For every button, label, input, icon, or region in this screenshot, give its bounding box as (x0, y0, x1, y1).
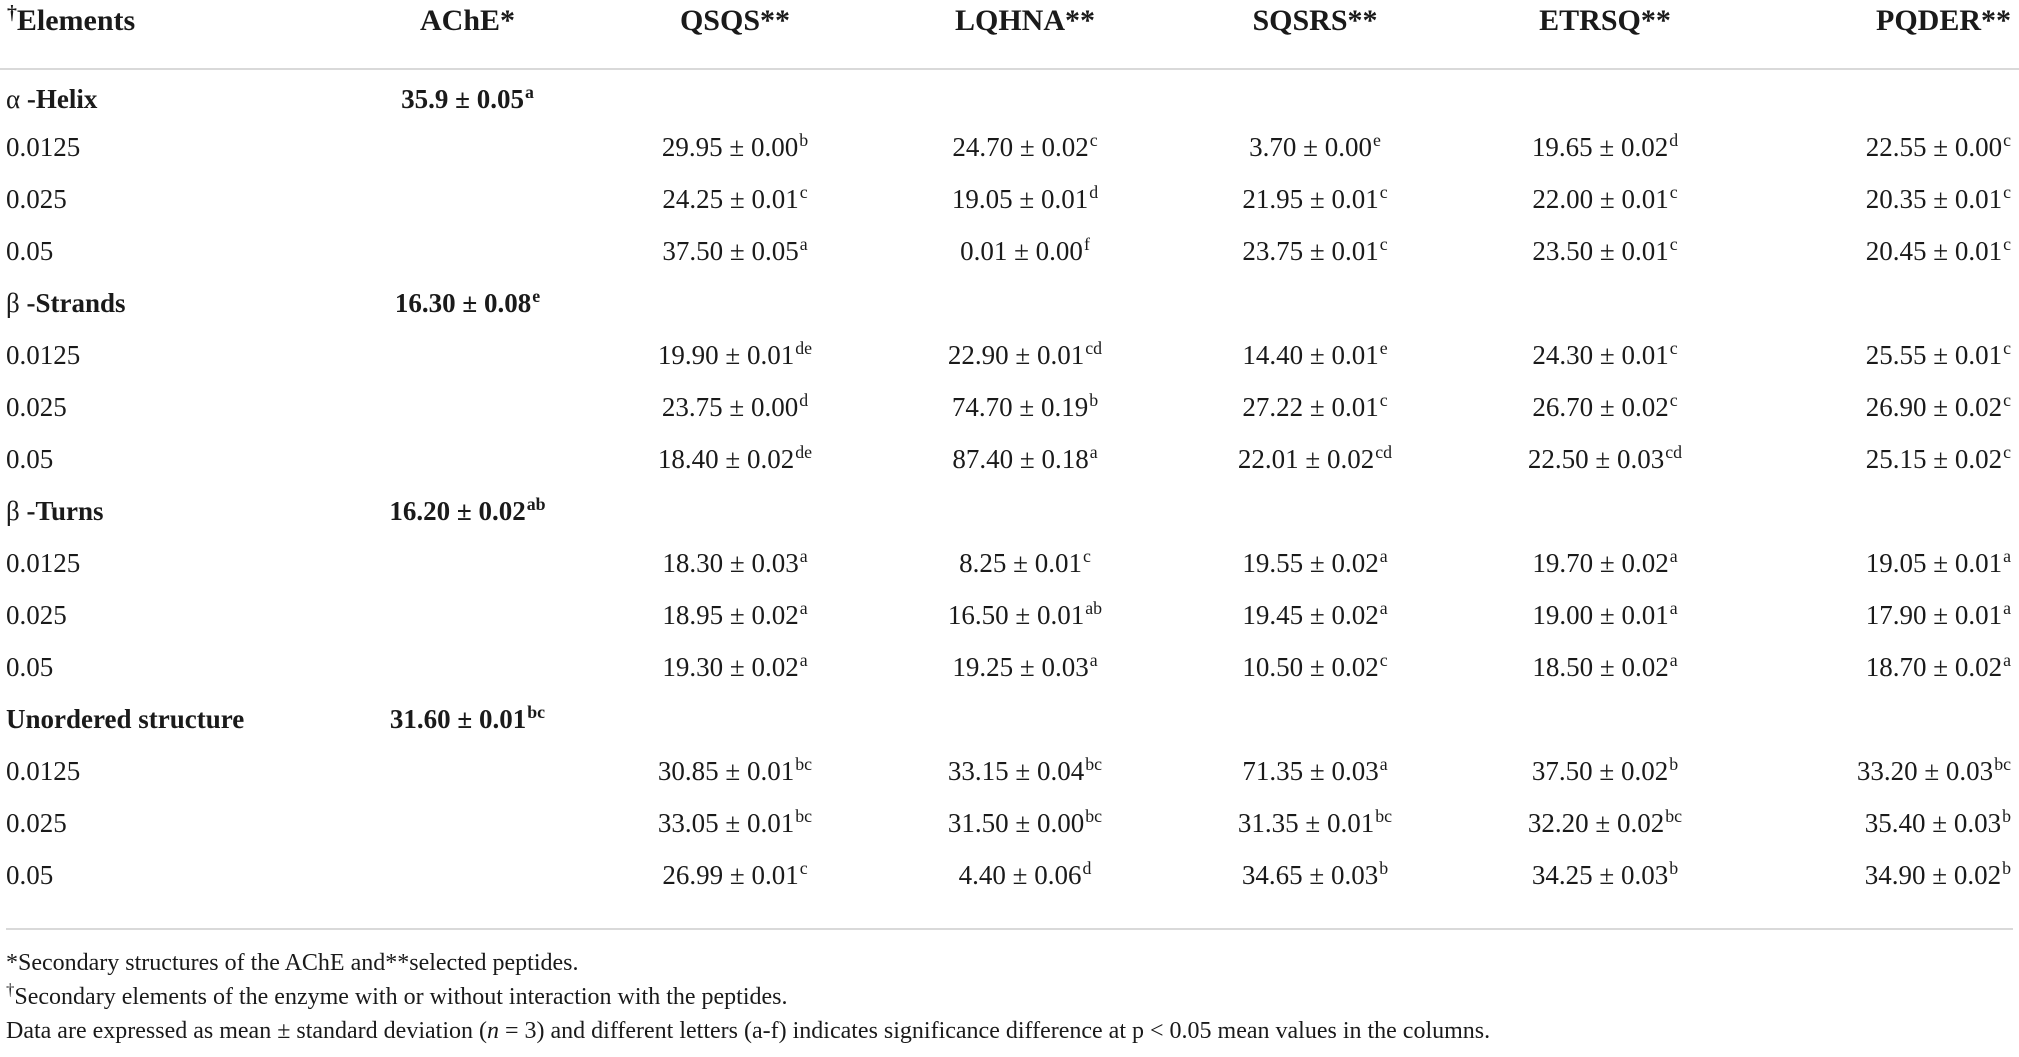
empty-cell (345, 745, 590, 797)
significance-letter: e (1372, 129, 1381, 150)
empty-cell (1170, 69, 1460, 121)
empty-cell (590, 69, 880, 121)
value-cell (590, 641, 880, 693)
mean-sd-value: 34.25 ± 0.03 (1531, 859, 1669, 890)
mean-sd-value: 3.70 ± 0.00 (1249, 131, 1372, 162)
value-cell (1750, 329, 2019, 381)
significance-letter: bc (1085, 805, 1103, 826)
footnote-data-note-part2: = 3) and different letters (a-f) indicates significance difference at p < 0.05 mean values in the columns. (498, 1018, 1491, 1044)
significance-letter: c (1379, 389, 1388, 410)
footnote-data-note (6, 1014, 1490, 1048)
mean-sd-value: 37.50 ± 0.05 (662, 235, 799, 266)
section-label (0, 693, 345, 745)
footnote-dagger (6, 980, 1490, 1014)
mean-sd-value: 32.20 ± 0.02 (1527, 807, 1665, 838)
mean-sd-value: 24.70 ± 0.02 (952, 131, 1089, 162)
mean-sd-value: 19.45 ± 0.02 (1242, 599, 1379, 630)
value-cell (590, 173, 880, 225)
ache-value-cell (345, 277, 590, 329)
significance-letter: cd (1375, 441, 1393, 462)
mean-sd-value: 24.25 ± 0.01 (662, 183, 799, 214)
mean-sd-value: 31.50 ± 0.00 (947, 807, 1085, 838)
mean-sd-value: 34.65 ± 0.03 (1241, 859, 1379, 890)
significance-letter: bc (1375, 805, 1393, 826)
significance-letter: a (799, 233, 808, 254)
significance-letter: a (1089, 649, 1098, 670)
mean-sd-value: 31.35 ± 0.01 (1237, 807, 1375, 838)
mean-sd-value: 25.55 ± 0.01 (1865, 339, 2003, 370)
mean-sd-value: 19.05 ± 0.01 (951, 183, 1089, 214)
empty-cell (345, 797, 590, 849)
concentration-cell: 0.025 (6, 183, 67, 214)
mean-sd-value: 17.90 ± 0.01 (1865, 599, 2003, 630)
table-row (0, 329, 2019, 381)
value-cell (1750, 381, 2019, 433)
mean-sd-value: 30.85 ± 0.01 (657, 755, 795, 786)
empty-cell (1460, 277, 1750, 329)
value-cell (1170, 433, 1460, 485)
concentration-cell: 0.0125 (6, 755, 81, 786)
value-cell (1460, 849, 1750, 901)
mean-sd-value: 4.40 ± 0.06 (958, 859, 1082, 890)
mean-sd-value: 10.50 ± 0.02 (1242, 651, 1379, 682)
section-row (0, 277, 2019, 329)
value-cell (1750, 537, 2019, 589)
section-name: Unordered structure (6, 703, 245, 734)
mean-sd-value: 33.20 ± 0.03 (1856, 755, 1994, 786)
mean-sd-value: 18.50 ± 0.02 (1532, 651, 1669, 682)
section-label (0, 277, 345, 329)
table-row (0, 173, 2019, 225)
section-greek-letter: β (6, 495, 20, 526)
significance-letter: cd (1665, 441, 1683, 462)
significance-letter: a (799, 597, 808, 618)
value-cell (1750, 589, 2019, 641)
significance-letter: c (1089, 129, 1098, 150)
value-cell (590, 849, 880, 901)
mean-sd-value: 26.99 ± 0.01 (662, 859, 799, 890)
value-cell (1460, 381, 1750, 433)
ache-significance-letter: ab (526, 493, 546, 514)
section-name: -Turns (26, 495, 104, 526)
significance-letter: d (1089, 181, 1099, 202)
header-elements-label: Elements (16, 4, 136, 37)
significance-letter: d (1082, 857, 1092, 878)
table-row (0, 641, 2019, 693)
table-row (0, 589, 2019, 641)
value-cell (1170, 849, 1460, 901)
significance-letter: de (795, 441, 813, 462)
significance-letter: a (1669, 545, 1678, 566)
mean-sd-value: 19.25 ± 0.03 (952, 651, 1089, 682)
ache-value: 35.9 ± 0.05 (401, 84, 524, 114)
concentration-cell: 0.0125 (6, 131, 81, 162)
mean-sd-value: 18.70 ± 0.02 (1865, 651, 2003, 682)
table-row (0, 433, 2019, 485)
significance-letter: c (1669, 389, 1678, 410)
empty-cell (1170, 277, 1460, 329)
concentration-cell: 0.0125 (6, 547, 81, 578)
significance-letter: d (799, 389, 809, 410)
significance-letter: c (1669, 181, 1678, 202)
section-greek-letter: β (6, 287, 20, 318)
significance-letter: c (1082, 545, 1091, 566)
section-label (0, 485, 345, 537)
value-cell (1460, 537, 1750, 589)
mean-sd-value: 8.25 ± 0.01 (959, 547, 1082, 578)
value-cell (1750, 173, 2019, 225)
empty-cell (1460, 693, 1750, 745)
significance-letter: c (2003, 181, 2011, 202)
empty-cell (345, 433, 590, 485)
mean-sd-value: 19.30 ± 0.02 (662, 651, 799, 682)
empty-cell (880, 277, 1170, 329)
mean-sd-value: 24.30 ± 0.01 (1532, 339, 1669, 370)
empty-cell (345, 329, 590, 381)
header-ache: AChE* (345, 0, 590, 69)
ache-value: 31.60 ± 0.01 (389, 703, 527, 734)
empty-cell (1750, 277, 2019, 329)
footnote-asterisk-text: *Secondary structures of the AChE and**selected peptides. (6, 950, 579, 976)
value-cell (590, 745, 880, 797)
significance-letter: b (1669, 857, 1679, 878)
empty-cell (345, 589, 590, 641)
empty-cell (345, 173, 590, 225)
mean-sd-value: 26.70 ± 0.02 (1532, 391, 1669, 422)
significance-letter: b (1379, 857, 1389, 878)
empty-cell (345, 849, 590, 901)
value-cell (1170, 797, 1460, 849)
significance-letter: c (2003, 233, 2011, 254)
mean-sd-value: 19.05 ± 0.01 (1865, 547, 2003, 578)
table-footnotes (6, 946, 1490, 1048)
mean-sd-value: 29.95 ± 0.00 (661, 131, 799, 162)
significance-letter: c (799, 181, 808, 202)
significance-letter: c (2003, 337, 2011, 358)
concentration-cell: 0.05 (6, 443, 54, 474)
mean-sd-value: 22.01 ± 0.02 (1237, 443, 1375, 474)
significance-letter: a (1669, 649, 1678, 670)
value-cell (1170, 641, 1460, 693)
header-etrsq: ETRSQ** (1460, 0, 1750, 69)
value-cell (1460, 433, 1750, 485)
value-cell (590, 225, 880, 277)
section-row (0, 69, 2019, 121)
value-cell (1460, 329, 1750, 381)
footnote-asterisk (6, 946, 1490, 980)
empty-cell (1170, 485, 1460, 537)
mean-sd-value: 19.55 ± 0.02 (1242, 547, 1379, 578)
value-cell (880, 225, 1170, 277)
ache-value: 16.30 ± 0.08 (394, 287, 532, 318)
empty-cell (880, 485, 1170, 537)
ache-significance-letter: bc (527, 701, 546, 722)
significance-letter: de (795, 337, 813, 358)
value-cell (880, 641, 1170, 693)
value-cell (590, 329, 880, 381)
concentration-cell: 0.025 (6, 599, 67, 630)
value-cell (1460, 121, 1750, 173)
value-cell (1170, 381, 1460, 433)
mean-sd-value: 23.75 ± 0.00 (661, 391, 799, 422)
mean-sd-value: 35.40 ± 0.03 (1864, 807, 2002, 838)
mean-sd-value: 33.15 ± 0.04 (947, 755, 1085, 786)
value-cell (880, 589, 1170, 641)
significance-letter: c (2003, 441, 2011, 462)
significance-letter: b (2002, 857, 2011, 878)
footnote-dagger-text: Secondary elements of the enzyme with or without interaction with the peptides. (14, 984, 788, 1010)
table-body (0, 69, 2019, 901)
mean-sd-value: 71.35 ± 0.03 (1242, 755, 1379, 786)
significance-letter: cd (1085, 337, 1103, 358)
significance-letter: c (1379, 181, 1388, 202)
section-name: -Helix (26, 84, 98, 114)
significance-letter: a (2003, 597, 2011, 618)
empty-cell (345, 225, 590, 277)
value-cell (880, 849, 1170, 901)
empty-cell (345, 381, 590, 433)
header-pqder: PQDER** (1750, 0, 2019, 69)
empty-cell (1460, 69, 1750, 121)
mean-sd-value: 0.01 ± 0.00 (960, 235, 1083, 266)
mean-sd-value: 19.90 ± 0.01 (657, 339, 795, 370)
value-cell (880, 173, 1170, 225)
concentration-cell: 0.05 (6, 859, 54, 890)
significance-letter: ab (1085, 597, 1103, 618)
value-cell (880, 537, 1170, 589)
table-row (0, 225, 2019, 277)
value-cell (1750, 745, 2019, 797)
value-cell (1460, 745, 1750, 797)
empty-cell (880, 693, 1170, 745)
mean-sd-value: 37.50 ± 0.02 (1531, 755, 1669, 786)
value-cell (1170, 589, 1460, 641)
significance-letter: bc (1994, 753, 2011, 774)
value-cell (880, 121, 1170, 173)
empty-cell (590, 693, 880, 745)
section-row (0, 693, 2019, 745)
table-bottom-rule (6, 928, 2013, 930)
mean-sd-value: 23.50 ± 0.01 (1532, 235, 1669, 266)
ache-value: 16.20 ± 0.02 (389, 495, 526, 526)
value-cell (590, 433, 880, 485)
table-row (0, 121, 2019, 173)
empty-cell (1750, 485, 2019, 537)
mean-sd-value: 22.90 ± 0.01 (947, 339, 1085, 370)
value-cell (1750, 225, 2019, 277)
table-row (0, 849, 2019, 901)
mean-sd-value: 25.15 ± 0.02 (1865, 443, 2003, 474)
table-row (0, 745, 2019, 797)
value-cell (1170, 173, 1460, 225)
table-row (0, 537, 2019, 589)
empty-cell (1750, 693, 2019, 745)
mean-sd-value: 87.40 ± 0.18 (952, 443, 1089, 474)
concentration-cell: 0.05 (6, 235, 54, 266)
value-cell (1750, 849, 2019, 901)
significance-letter: c (799, 857, 808, 878)
section-name: -Strands (26, 287, 126, 318)
significance-letter: b (1089, 389, 1099, 410)
value-cell (880, 329, 1170, 381)
concentration-cell: 0.0125 (6, 339, 81, 370)
mean-sd-value: 18.40 ± 0.02 (657, 443, 795, 474)
empty-cell (1170, 693, 1460, 745)
value-cell (1170, 537, 1460, 589)
header-sqsrs: SQSRS** (1170, 0, 1460, 69)
significance-letter: a (1089, 441, 1098, 462)
value-cell (1750, 433, 2019, 485)
value-cell (1170, 745, 1460, 797)
mean-sd-value: 18.30 ± 0.03 (662, 547, 799, 578)
empty-cell (1750, 69, 2019, 121)
significance-letter: f (1083, 233, 1090, 254)
mean-sd-value: 19.65 ± 0.02 (1531, 131, 1669, 162)
empty-cell (590, 277, 880, 329)
significance-letter: a (799, 545, 808, 566)
header-lqhna: LQHNA** (880, 0, 1170, 69)
table-header-row (0, 0, 2019, 69)
value-cell (1750, 797, 2019, 849)
significance-letter: a (1379, 545, 1388, 566)
significance-letter: c (1669, 337, 1678, 358)
mean-sd-value: 20.35 ± 0.01 (1865, 183, 2003, 214)
value-cell (590, 797, 880, 849)
header-elements (0, 0, 345, 69)
significance-letter: bc (1665, 805, 1683, 826)
ache-value-cell (345, 693, 590, 745)
value-cell (880, 797, 1170, 849)
value-cell (1460, 641, 1750, 693)
mean-sd-value: 74.70 ± 0.19 (951, 391, 1089, 422)
mean-sd-value: 19.70 ± 0.02 (1532, 547, 1669, 578)
empty-cell (345, 537, 590, 589)
dagger-mark: † (7, 2, 17, 25)
value-cell (1460, 225, 1750, 277)
mean-sd-value: 18.95 ± 0.02 (662, 599, 799, 630)
significance-letter: c (1669, 233, 1678, 254)
value-cell (1460, 173, 1750, 225)
header-qsqs: QSQS** (590, 0, 880, 69)
empty-cell (345, 641, 590, 693)
significance-letter: d (1669, 129, 1679, 150)
significance-letter: b (799, 129, 809, 150)
empty-cell (345, 121, 590, 173)
empty-cell (590, 485, 880, 537)
mean-sd-value: 27.22 ± 0.01 (1242, 391, 1379, 422)
mean-sd-value: 34.90 ± 0.02 (1864, 859, 2002, 890)
significance-letter: e (1379, 337, 1388, 358)
value-cell (880, 381, 1170, 433)
footnote-dagger-mark: † (6, 979, 15, 999)
mean-sd-value: 22.55 ± 0.00 (1865, 131, 2003, 162)
ache-value-cell (345, 485, 590, 537)
table-row (0, 381, 2019, 433)
concentration-cell: 0.025 (6, 807, 67, 838)
significance-letter: bc (795, 805, 813, 826)
value-cell (590, 121, 880, 173)
mean-sd-value: 22.50 ± 0.03 (1527, 443, 1665, 474)
ache-significance-letter: a (524, 82, 534, 103)
significance-letter: bc (795, 753, 813, 774)
value-cell (1170, 329, 1460, 381)
significance-letter: a (799, 649, 808, 670)
value-cell (1460, 589, 1750, 641)
significance-letter: a (1379, 597, 1388, 618)
concentration-cell: 0.025 (6, 391, 67, 422)
section-greek-letter: α (6, 84, 21, 114)
mean-sd-value: 19.00 ± 0.01 (1532, 599, 1669, 630)
significance-letter: a (1669, 597, 1678, 618)
mean-sd-value: 22.00 ± 0.01 (1532, 183, 1669, 214)
empty-cell (880, 69, 1170, 121)
value-cell (590, 381, 880, 433)
mean-sd-value: 33.05 ± 0.01 (657, 807, 795, 838)
section-row (0, 485, 2019, 537)
value-cell (590, 589, 880, 641)
table-row (0, 797, 2019, 849)
mean-sd-value: 26.90 ± 0.02 (1865, 391, 2003, 422)
value-cell (1460, 797, 1750, 849)
section-label (0, 69, 345, 121)
concentration-cell: 0.05 (6, 651, 54, 682)
significance-letter: b (2002, 805, 2011, 826)
footnote-data-note-n: n (486, 1018, 499, 1044)
ache-value-cell (345, 69, 590, 121)
significance-letter: a (2003, 545, 2011, 566)
mean-sd-value: 23.75 ± 0.01 (1242, 235, 1379, 266)
empty-cell (1460, 485, 1750, 537)
significance-letter: b (1669, 753, 1679, 774)
ache-significance-letter: e (532, 285, 541, 306)
value-cell (590, 537, 880, 589)
mean-sd-value: 16.50 ± 0.01 (947, 599, 1085, 630)
significance-letter: c (2003, 389, 2011, 410)
value-cell (1170, 225, 1460, 277)
mean-sd-value: 14.40 ± 0.01 (1242, 339, 1379, 370)
significance-letter: bc (1085, 753, 1103, 774)
mean-sd-value: 20.45 ± 0.01 (1865, 235, 2003, 266)
value-cell (1750, 641, 2019, 693)
value-cell (1750, 121, 2019, 173)
value-cell (880, 745, 1170, 797)
mean-sd-value: 21.95 ± 0.01 (1242, 183, 1379, 214)
significance-letter: c (1379, 233, 1388, 254)
significance-letter: c (1379, 649, 1388, 670)
value-cell (880, 433, 1170, 485)
value-cell (1170, 121, 1460, 173)
significance-letter: c (2003, 129, 2011, 150)
significance-letter: a (1379, 753, 1388, 774)
significance-letter: a (2003, 649, 2011, 670)
footnote-data-note-part1: Data are expressed as mean ± standard deviation ( (6, 1018, 487, 1044)
